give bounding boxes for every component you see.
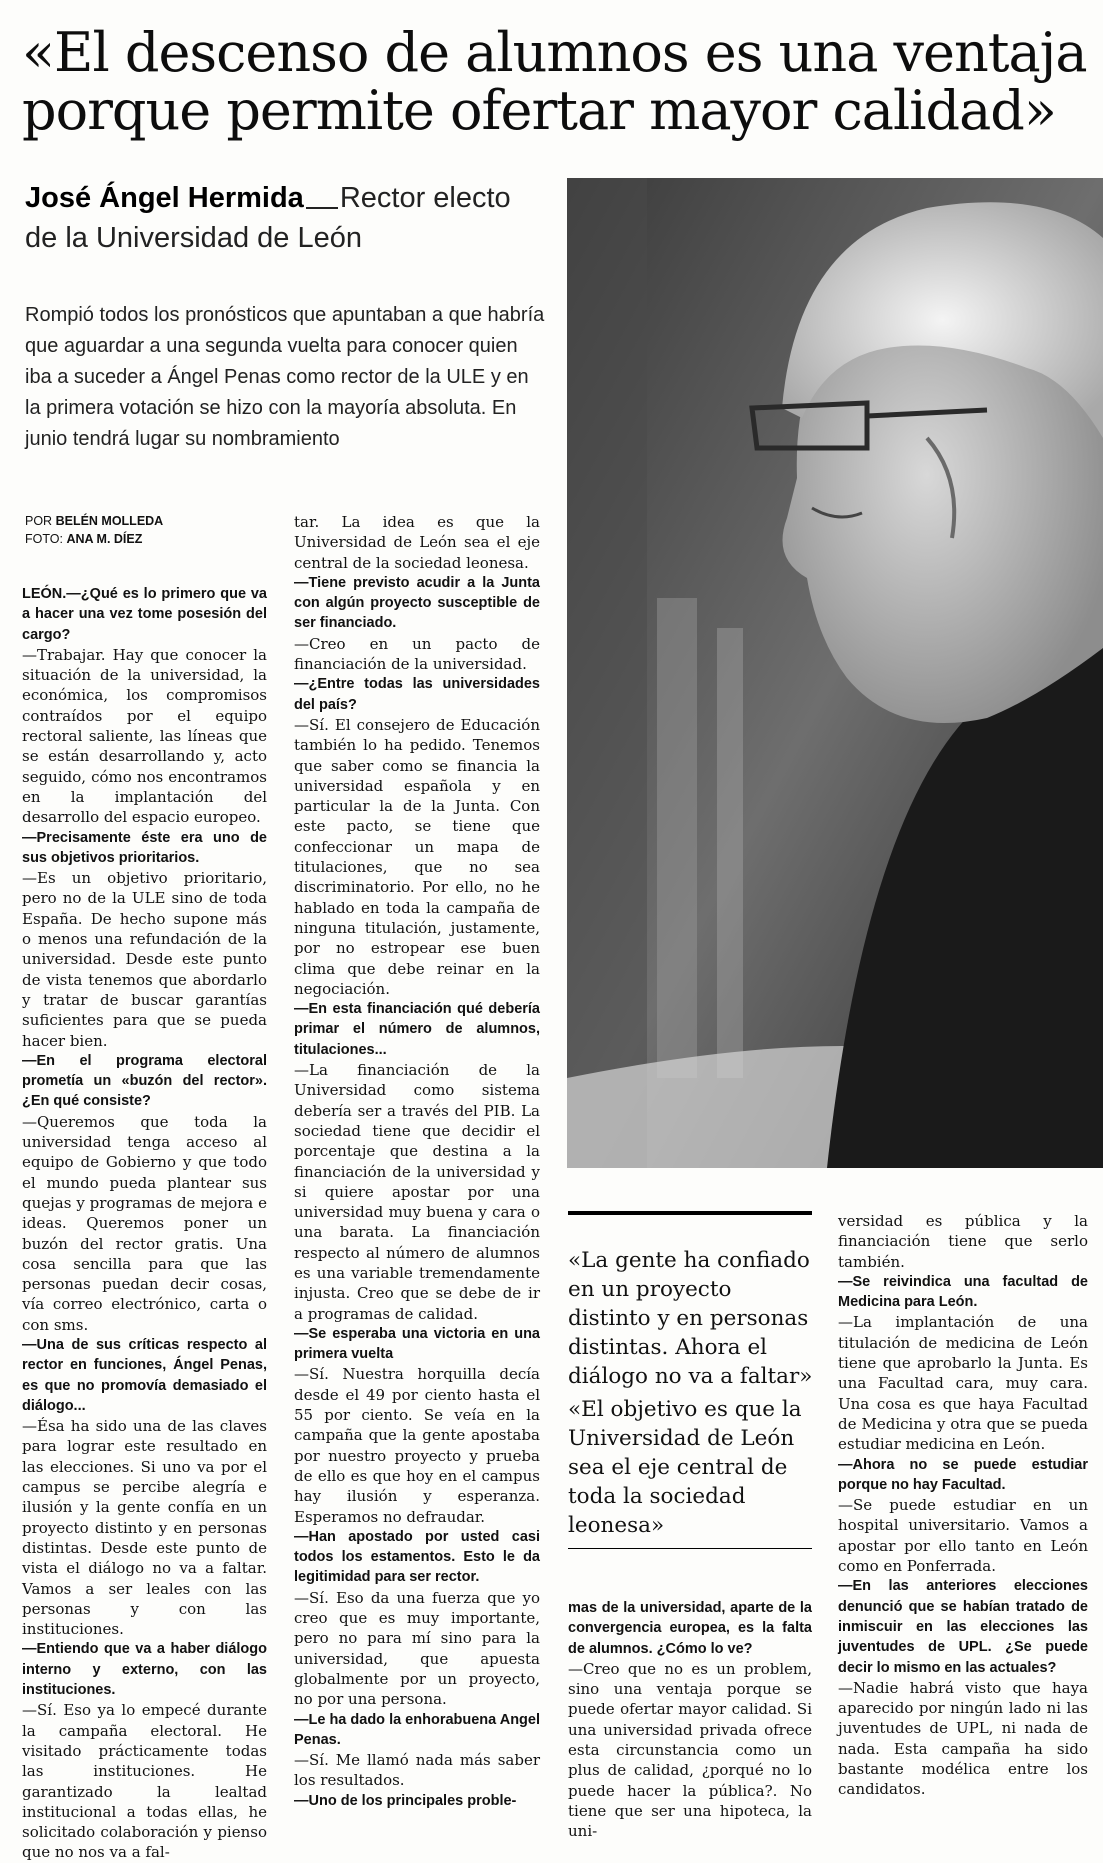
author-credit: POR BELÉN MOLLEDA (25, 514, 164, 528)
question: —Se reivindica una facultad de Medicina para León. (838, 1273, 1088, 1311)
question: —Se esperaba una victoria en una primera vuelta (294, 1325, 540, 1363)
byline-rule (306, 207, 338, 209)
interviewee-name: José Ángel Hermida (25, 182, 304, 214)
answer: —La financiación de la Universidad como sistema debería ser a través del PIB. La sociedad tiene que decidir el porcentaje que destina a la financiación de la universidad y si quiere apostar por una universidad muy buena y cara o una barata. La financiación respecto al número de alumnos es una variable tremendamente injusta. Creo que se debe de ir a programas de calidad. (294, 1061, 540, 1323)
question: mas de la universidad, aparte de la convergencia europea, es la falta de alumnos. ¿Cómo lo ve? (568, 1600, 812, 1657)
photo-credit: FOTO: ANA M. DÍEZ (25, 532, 143, 546)
question: LEÓN.—¿Qué es lo primero que va a hacer una vez tome posesión del cargo? (22, 586, 267, 643)
question: —Han apostado por usted casi todos los estamentos. Esto le da legitimidad para ser rector. (294, 1528, 540, 1586)
question: —¿Entre todas las universidades del país? (294, 676, 540, 713)
byline (25, 178, 545, 258)
question: —Le ha dado la enhorabuena Angel Penas. (294, 1711, 540, 1748)
question: —Precisamente éste era uno de sus objetivos prioritarios. (22, 829, 267, 866)
question: —En esta financiación qué debería primar el número de alumnos, titulaciones... (294, 1001, 540, 1058)
answer: —Sí. Nuestra horquilla decía desde el 49 por ciento hasta el 55 por ciento. Se veía en la campaña que la gente apostaba por nuestro proyecto y prueba de ello es que hoy en el campus hay ilusión y esperanza. Esperamos no defraudar. (294, 1365, 540, 1526)
answer: —Sí. Eso ya lo empecé durante la campaña electoral. He visitado prácticamente todas las instituciones. He garantizado la lealtad institucional a todas ellas, he solicitado colaboración y pienso que no nos va a fal- (22, 1701, 267, 1862)
answer: —Sí. Me llamó nada más saber los resultados. (294, 1751, 540, 1790)
answer: tar. La idea es que la Universidad de León sea el eje central de la sociedad leonesa. (294, 513, 540, 572)
answer: versidad es pública y la financiación tiene que serlo también. (838, 1212, 1088, 1271)
question: —En las anteriores elecciones denunció que se habían tratado de inmiscuir en las elecciones las juventudes de UPL. ¿Se puede decir lo mismo en las actuales? (838, 1578, 1088, 1676)
headline-line-1: «El descenso de alumnos es una ventaja (22, 21, 1087, 84)
question: —Tiene previsto acudir a la Junta con algún proyecto susceptible de ser financiado. (294, 574, 540, 632)
portrait-image (567, 178, 1103, 1168)
column-3 (568, 1598, 812, 1842)
question: —En el programa electoral prometía un «buzón del rector». ¿En qué consiste? (22, 1052, 267, 1110)
answer: —Creo que no es un problem, sino una ventaja porque se puede ofertar mayor calidad. Si una universidad privada ofrece esta circunstancia como un plus de calidad, ¿porqué no lo puede hacer la pública?. No tiene que ser una hipoteca, la uni- (568, 1659, 812, 1841)
interviewee-role: Rector electo de la Universidad de León (25, 182, 511, 254)
pullquote-rule-top (568, 1211, 812, 1215)
answer: —Sí. El consejero de Educación también lo ha pedido. Tenemos que saber como se financia la universidad española y en particular la de la Junta. Con este pacto, se tiene que confeccionar un mapa de titulaciones, que no sea discriminatorio. Por ello, no he hablado en toda la campaña de ninguna titulación, justamente, por no estropear ese buen clima que debe reinar en la negociación. (294, 715, 540, 998)
headline-line-2: porque permite ofertar mayor calidad» (22, 79, 1056, 142)
question: —Entiendo que va a haber diálogo interno y externo, con las instituciones. (22, 1641, 267, 1699)
answer: —Es un objetivo prioritario, pero no de la ULE sino de toda España. De hecho supone más o menos una refundación de la universidad. Desde este punto de vista tenemos que abordarlo y tratar de buscar garantías suficientes para que se pueda hacer bien. (22, 869, 267, 1050)
answer: —Creo en un pacto de financiación de la universidad. (294, 634, 540, 674)
answer: —Nadie habrá visto que haya aparecido por ningún lado ni las juventudes de UPL, ni nada de nada. Esta campaña ha sido bastante modélica entre los candidatos. (838, 1678, 1088, 1799)
column-2 (294, 512, 540, 1811)
lead-paragraph: Rompió todos los pronósticos que apuntaban a que habría que aguardar a una segunda vuelta para conocer quien iba a suceder a Ángel Penas como rector de la ULE y en la primera votación se hizo con la mayoría absoluta. En junio tendrá lugar su nombramiento (25, 304, 545, 450)
question: —Ahora no se puede estudiar porque no hay Facultad. (838, 1456, 1088, 1493)
answer: —Queremos que toda la universidad tenga acceso al equipo de Gobierno y que todo el mundo pueda plantear sus quejas y programas de mejora e ideas. Queremos poner un buzón del rector gratis. Una cosa sencilla para que las personas puedan decir cosas, vía correo electrónico, carta o con sms. (22, 1112, 267, 1334)
question: —Una de sus críticas respecto al rector en funciones, Ángel Penas, es que no promovía demasiado el diálogo... (22, 1336, 267, 1414)
pullquote-1: «La gente ha confiado en un proyecto distinto y en personas distintas. Ahora el diálogo no va a faltar» (568, 1248, 813, 1389)
answer: —Trabajar. Hay que conocer la situación de la universidad, la económica, los compromisos contraídos por el equipo rectoral saliente, las líneas que se están desarrollando y, acto seguido, cómo nos encontramos en la implantación del desarrollo del espacio europeo. (22, 645, 267, 827)
pullquote-2: «El objetivo es que la Universidad de León sea el eje central de toda la sociedad leonesa» (568, 1397, 802, 1538)
column-1 (22, 584, 267, 1863)
credits (25, 512, 265, 548)
answer: —La implantación de una titulación de medicina de León tiene que aprobarlo la Junta. Es una Facultad cara, muy cara. Una cosa es que haya Facultad de Medicina y otra que se pueda estudiar medicina en León. (838, 1313, 1088, 1454)
headline (22, 21, 1092, 142)
answer: —Sí. Eso da una fuerza que yo creo que es muy importante, pero no para mí sino para la universidad, que apuesta globalmente por un proyecto, no por una persona. (294, 1588, 540, 1709)
column-4 (838, 1211, 1088, 1800)
question: —Uno de los principales proble- (294, 1792, 517, 1809)
answer: —Ésa ha sido una de las claves para lograr este resultado en las elecciones. Si uno va por el campus se percibe alegría e ilusión y la gente confía en un proyecto distinto y en personas distintas. Desde este punto de vista el diálogo no va a faltar. Vamos a ser leales con las personas y con las instituciones. (22, 1417, 267, 1639)
portrait-photo (567, 178, 1103, 1168)
pullquote-rule-bottom (568, 1548, 812, 1549)
answer: —Se puede estudiar en un hospital universitario. Vamos a apostar por ello tanto en León como en Ponferrada. (838, 1496, 1088, 1576)
